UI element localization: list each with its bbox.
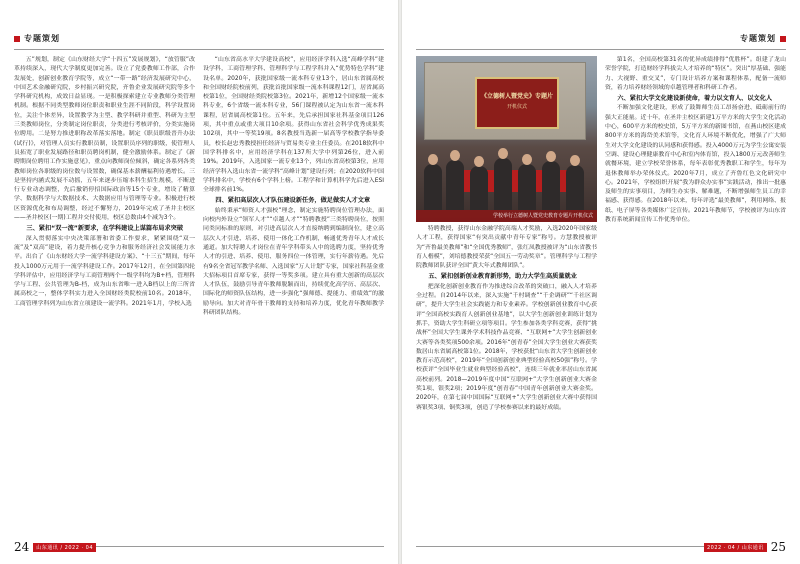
section-title: 专题策划: [24, 34, 60, 43]
person: [446, 160, 464, 210]
head: [498, 148, 508, 159]
screen-title: 《立德树人暨党史》专题片: [480, 93, 553, 100]
section-heading: 三、紧扣“双一流”新要求，在学科建设上谋篇布局求突破: [26, 225, 184, 233]
head: [570, 155, 580, 166]
stage-backdrop: [424, 62, 586, 140]
article-column: [14, 56, 195, 534]
screen-subtitle: 开机仪式: [506, 104, 527, 110]
page-footer: [704, 540, 786, 554]
article-column: [605, 56, 786, 534]
person: [424, 164, 442, 210]
section-header: [14, 33, 60, 44]
head: [428, 154, 438, 165]
article-column: [416, 56, 597, 534]
head: [546, 151, 556, 162]
people-group: [416, 150, 597, 210]
header-rule: [14, 49, 384, 50]
footer-rule: [416, 546, 732, 547]
article-columns: [14, 56, 384, 534]
stage-screen: [475, 77, 559, 129]
paragraph: “山东省高水平大学建设高校”，应用经济学科入选“高峰学科”建设学科，工商管理学科、管理科学与工程学科并入“优势特色学科”建设名单。2020年，获批国家级一流本科专业13个，居山东省属高校和全国财经院校前列，获批首批国家级一流本科课程12门，居省属高校第1位，全国财经类院校第3位。2021年，新增12个国家级一流本科专业，6个省级一流本科专业，56门课程被认定为山东省一流本科课程，居省属高校第1位。五年来，先后承担国家社科基金项目126项，其中重点或重大项目10余项。获得山东省社会科学优秀成果奖102项，其中一等奖19项。8名教授当选新一届高等学校教学指导委员，校长赵忠秀教授担任经济与贸易类专业主任委员。在2018软科中国学科排名中，应用经济学科在137所大学中列第26位，进入前19%。2019年，入选国家一流专业13个，列山东省高校第3位，应用经济学科入选山东省一流学科“高峰计划”建设行列；在2020软科中国学科排名中，学校有6个学科上榜。工程学和计算机科学先后进入ESI全球排名前1%。: [203, 57, 384, 194]
person: [566, 165, 584, 210]
section-title: 专题策划: [740, 34, 776, 43]
photo-caption: 学校举行立德树人暨党史教育专题片开机仪式: [416, 210, 597, 222]
person: [518, 164, 536, 210]
page-footer: [14, 540, 96, 554]
article-columns: [416, 56, 786, 534]
head: [522, 154, 532, 165]
paragraph: 始终秉承“师资人才强校”理念，制定实施特聘岗位管理办法，面向校内外设立“领军人才”“卓越人才”“特聘教授”三类特聘岗位，按照同类同标准的原则，对引进高层次人才直接纳聘到编制岗位，建立高层次人才引进、培养、使用一体化工作机制，畅通优秀青年人才成长通道。加大特聘人才岗位在青年学科带头人中的选聘力度，坚持优秀人才的引进、培养、使用、服务四位一体管理，实行年薪待遇。先后有9名全省冠军教学名师、入选国家“万人计划”专家，国家社科基金重大招标项目首席专家，获得一等奖多项。建立具有重大创新的高层次人才队伍，鼓励引导青年教师脱颖而出，持续优化高学历、高层次、国际化的师资队伍结构，进一步强化“强师德、提能力、重绩效”的激励导向。加大对青年骨干教师的支持和培养力度，优化青年教师教学科研团队结构。: [203, 207, 384, 317]
red-square-icon: [780, 36, 786, 42]
article-column: [203, 56, 384, 534]
page-number: 24: [14, 540, 30, 554]
section-heading: 六、紧扣大学文化建设新使命，着力以文育人、以文化人: [617, 95, 773, 103]
head: [450, 150, 460, 161]
head: [474, 156, 484, 167]
person: [470, 166, 488, 210]
section-heading: 四、紧扣高层次人才队伍建设新任务，做足做实人才文章: [215, 197, 371, 205]
right-page: [402, 0, 800, 564]
header-rule: [416, 49, 786, 50]
person: [494, 158, 512, 210]
section-heading: 五、紧扣创新创业教育新形势，助力大学生高质量就业: [428, 273, 577, 281]
journal-tag: 2022 · 04 / 山东通讯: [704, 543, 767, 552]
page-number: 25: [770, 540, 786, 554]
paragraph: 把深化创新创业教育作为推进综合改革的突破口，融入人才培养全过程。自2014年以来，深入实施“千村调查”“千企调研”“千社区调研”，提升大学生社会实践能力和专业素养。学校创新创业教育中心获评“全国高校实践育人创新创业基地”，以大学生创新创业训练计划为抓手，资助大学生科研立项等项目。学生参加各类学科竞赛，获得“挑战杯”全国大学生课外学术科技作品竞赛、“互联网+”大学生创新创业大赛等各类奖项500余项。2016年“创青春”全国大学生创业大赛获奖数居山东省属高校第1位。2018年，学校获批“山东省大学生创新创业教育示范高校”，2019年“全国创新创业典型经验高校50强”称号。学校获评“全国毕业生就业典型经验高校”，连续三年就业率居山东省属高校前列。2018—2019年度中国“互联网+”大学生创新创业大赛金奖1项、银奖2项；2019年度“创青春”中国青年创新创业大赛金奖。2020年，在第七届中国国际“互联网+”大学生创新创业大赛中获得国赛银奖3项、铜奖3项，创造了学校参赛以来的最好成绩。: [416, 283, 597, 411]
red-square-icon: [14, 36, 20, 42]
journal-tag: 山东通讯 / 2022 · 04: [33, 543, 96, 552]
paragraph: 五”规划，制定《山东财经大学“十四五”发展规划》，“放管服”改革持续深入，现代大学制度更加完善。设立了党委教师工作部，合作发展处，创新创业教育学院等，成立“一带一路”经济发展研究中心，中国艺术金融研究院，乡村振兴研究院，齐鲁企业发展研究院等多个学科研究机构，成效日益显现。一是积极探索建立专业教师分类管理机制。根据不同类型教师岗位职责和职业生涯不同阶段，科学设置岗位，关注个体差异，设置教学为主型、教学科研并重型、科研为主型三类教师岗位，分类制定岗位职责，分类进行考核评价，分类实施岗位聘用。二是努力推进职称改革落实落地。制定《职员职级晋升办法(试行)》，对管理人员实行教职员制，设置职员序列的职级，使管理人员拓宽了职业发展路径和职员聘岗机制，健全激励体系。制定了《新聘期岗位聘用工作实施意见》，重点向教师岗位倾斜，确定各系列各类教师岗位各职级的岗位数与设置数，确保基本薪酬福利待遇增长。三是坚持内涵式发展不动摇，五年来逐步压缩本科生招生规模，不断进行专业动态调整，先后撤销停招国际政治等15个专业，增设了精算学、数据科学与大数据技术、大数据应用与管理等专业。积极进行校区资源优化和布局调整，经过不懈努力，2019年完成了圣井主校区——圣井校区(一期)工程并交付使用，校区总数由4个减为3个。: [14, 57, 195, 222]
paragraph: 不断加强文化建设，形成了鼓舞师生员工昂扬奋进、砥砺前行的强大正能量。近十年，在圣井主校区新建1万平方米的大学生文化活动中心，600平方米的校史馆，5万平方米的新图书馆，在燕山校区建成800平方米的海岱美术馆等，文化育人环境不断优化，增强了广大师生对大学文化建设的认同感和获得感。投入4000万元为学生公寓安装空调、建设心理健康教育中心和室内体育馆，投入1800万元改善师生就餐环境，建立学校荣誉体系，每年表彰优秀教职工和学生，每年为退休教师举办荣休仪式。2020年7月，成立了齐鲁红色文化研究中心。2021年，学校组织开展“我为群众办实事”实践活动，推出一批惠及师生的实事项目，为师生办实事、解难题，不断增强师生员工的幸福感、获得感。在2018年以来，每年评选“最美教师”，利用网络、报纸、电子屏等各类媒体广泛宣传。2021年教师节，学校被评为山东省教育系统新闻宣传工作优秀单位。: [605, 105, 786, 224]
paragraph: 特聘教授，获得山东金融学院高端人才奖励，入选2020年国家级人才工程，获得国家“有突出贡献中青年专家”称号。方慧教授被评为“齐鲁最美教师”和“全国优秀教师”，张红凤教授被评为“山东省教书育人楷模”，刘培德教授荣获“全国五一劳动奖章”。管理科学与工程学院教师团队获评全国“黄大年式教师团队”。: [416, 226, 597, 270]
left-page: [0, 0, 398, 564]
paragraph: 第1名，全国高校第31名的优异成绩排得“优胜杯”。组建了龙山荣誉学院，打造财经学科拔尖人才培养的“特区”。突出“厚基础、强能力、大视野、重交叉”，专门设计培养方案和课程体系，配备一流师资，着力培养财经领域的卓越管理者和科研工作者。: [605, 57, 786, 91]
person: [542, 161, 560, 210]
column-text: [416, 225, 597, 413]
section-header: [740, 33, 786, 44]
paragraph: 深入贯彻落实中央决策部署和省委工作要求，紧紧围绕“双一流”及“双高”建设，着力提升核心竞争力和服务经济社会发展能力水平。出台了《山东财经大学一流学科建设方案》、“十三五”期间，每年投入1000万元用于一流学科建设工作。2017年12月，在全国第四轮学科评估中，应用经济学与工商管理两个一级学科均为B+档，管理科学与工程、公共管理为B-档，成为山东省唯一进入B档以上的三所省属高校之一，整体学科实力进入全国财经类院校前10名。2018年，工商管理学科列为山东省立项建设一流学科。2021年1月，学校入选: [14, 235, 195, 307]
ceremony-photo: [416, 56, 597, 222]
footer-rule: [68, 546, 384, 547]
